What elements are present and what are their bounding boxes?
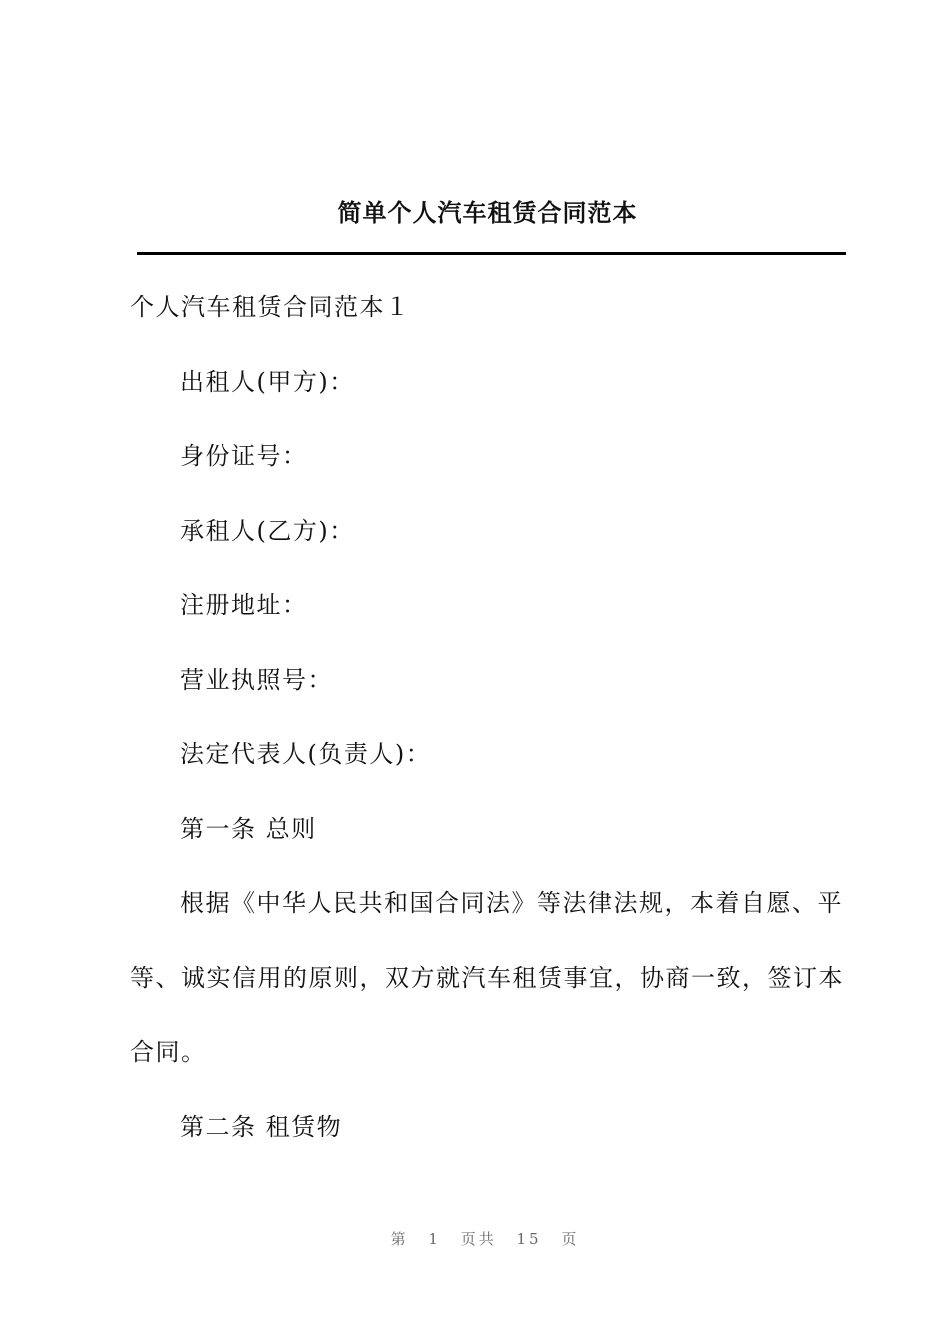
registered-address-field: 注册地址： (180, 591, 308, 619)
footer-prefix: 第 (390, 1230, 409, 1248)
footer-suffix: 页 (561, 1230, 580, 1248)
lessor-field: 出租人(甲方)： (180, 367, 355, 396)
article-two-heading: 第二条 租赁物 (180, 1112, 343, 1141)
article-one-paragraph-line-2: 等、诚实信用的原则，双方就汽车租赁事宜，协商一致，签订本 (130, 963, 844, 992)
total-pages-number: 15 (516, 1230, 542, 1248)
title-underline (137, 252, 846, 255)
business-license-field: 营业执照号： (180, 665, 333, 694)
article-one-paragraph-line-3: 合同。 (130, 1038, 207, 1066)
footer-middle: 页共 (460, 1230, 497, 1248)
legal-representative-field: 法定代表人(负责人)： (180, 740, 432, 768)
id-number-field: 身份证号： (180, 442, 308, 470)
article-one-heading: 第一条 总则 (180, 814, 317, 843)
page-footer (0, 1228, 950, 1250)
article-one-paragraph-line-1: 根据《中华人民共和国合同法》等法律法规，本着自愿、平 (180, 889, 843, 917)
section-heading: 个人汽车租赁合同范本１ (130, 293, 411, 321)
document-title: 简单个人汽车租赁合同范本 (337, 198, 638, 227)
document-body (130, 270, 846, 1164)
lessee-field: 承租人(乙方)： (180, 516, 355, 545)
current-page-number: 1 (428, 1230, 441, 1248)
